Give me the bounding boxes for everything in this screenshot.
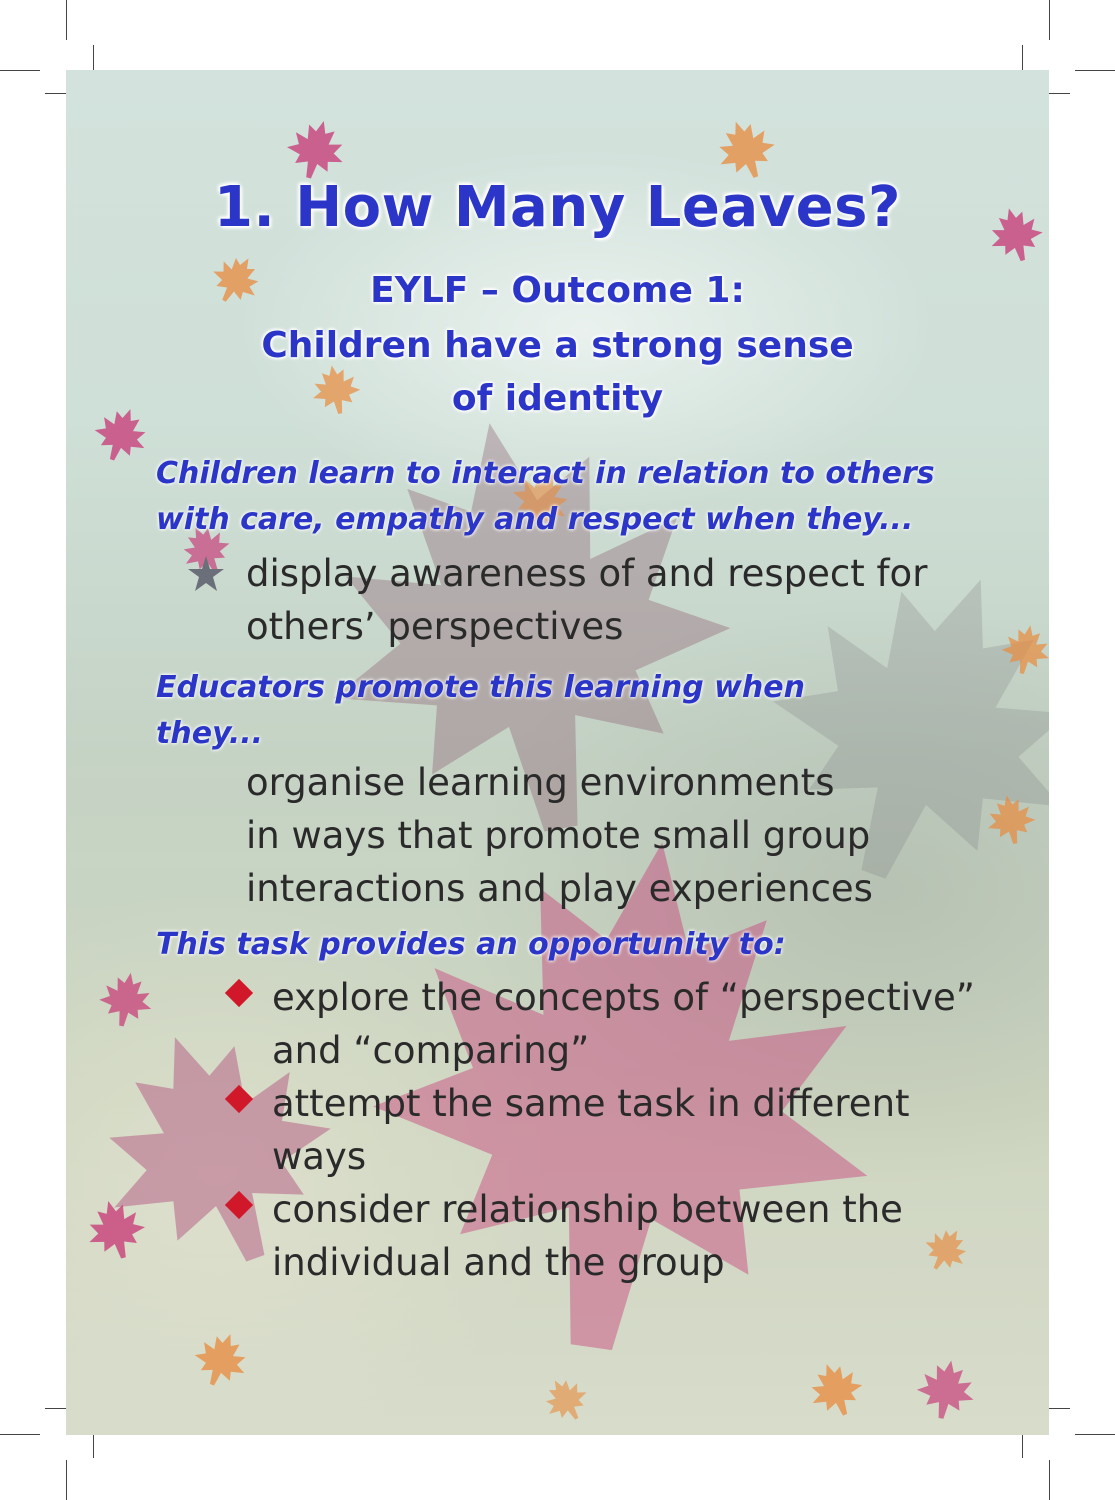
bullet-line: consider relationship between the	[272, 1188, 903, 1231]
bullet-text	[272, 1183, 992, 1289]
crop-mark-bottom-right-v	[1049, 1460, 1050, 1500]
section-2-lead	[156, 665, 976, 757]
section-1-lead-line: with care, empathy and respect when they...	[156, 502, 914, 537]
crop-mark-top-left-h	[0, 70, 40, 71]
section-1-item-line: display awareness of and respect for	[246, 552, 928, 595]
bullet-text	[272, 971, 992, 1077]
crop-mark-bottom-left-h	[0, 1434, 40, 1435]
bullet-line: explore the concepts of “perspective”	[272, 976, 975, 1019]
section-2-item-line: interactions and play experiences	[246, 867, 873, 910]
star-bullet-icon	[186, 554, 226, 594]
section-1-item-line: others’ perspectives	[246, 605, 624, 648]
crop-mark-bottom-right-h	[1075, 1434, 1115, 1435]
bullet-text	[272, 1077, 992, 1183]
crop-mark-bottom-left-v	[66, 1460, 67, 1500]
red-diamond-icon	[225, 979, 253, 1007]
bullet-line: ways	[272, 1135, 367, 1178]
card-content	[66, 70, 1049, 1435]
section-1-item	[246, 547, 1006, 653]
outcome-line: of identity	[451, 378, 664, 419]
red-diamond-icon	[225, 1191, 253, 1219]
crop-mark-top-left-v	[66, 0, 67, 40]
section-3-lead: This task provides an opportunity to:	[156, 927, 786, 962]
outcome-line: Children have a strong sense	[261, 325, 854, 366]
bullet-line: attempt the same task in different	[272, 1082, 910, 1125]
section-2-item	[246, 756, 1006, 915]
section-1-lead	[156, 451, 976, 543]
section-2-lead-line: they...	[156, 716, 264, 751]
card-title: 1. How Many Leaves?	[214, 175, 901, 240]
crop-mark-top-right-v	[1049, 0, 1050, 40]
bullet-line: individual and the group	[272, 1241, 725, 1284]
activity-card	[66, 70, 1049, 1435]
bullet-line: and “comparing”	[272, 1029, 590, 1072]
outcome-heading: EYLF – Outcome 1:	[370, 270, 745, 311]
red-diamond-icon	[225, 1085, 253, 1113]
section-2-lead-line: Educators promote this learning when	[156, 670, 805, 705]
section-1-lead-line: Children learn to interact in relation to others	[156, 456, 935, 491]
section-2-item-line: organise learning environments	[246, 761, 835, 804]
crop-mark-top-right-h	[1075, 70, 1115, 71]
section-2-item-line: in ways that promote small group	[246, 814, 871, 857]
